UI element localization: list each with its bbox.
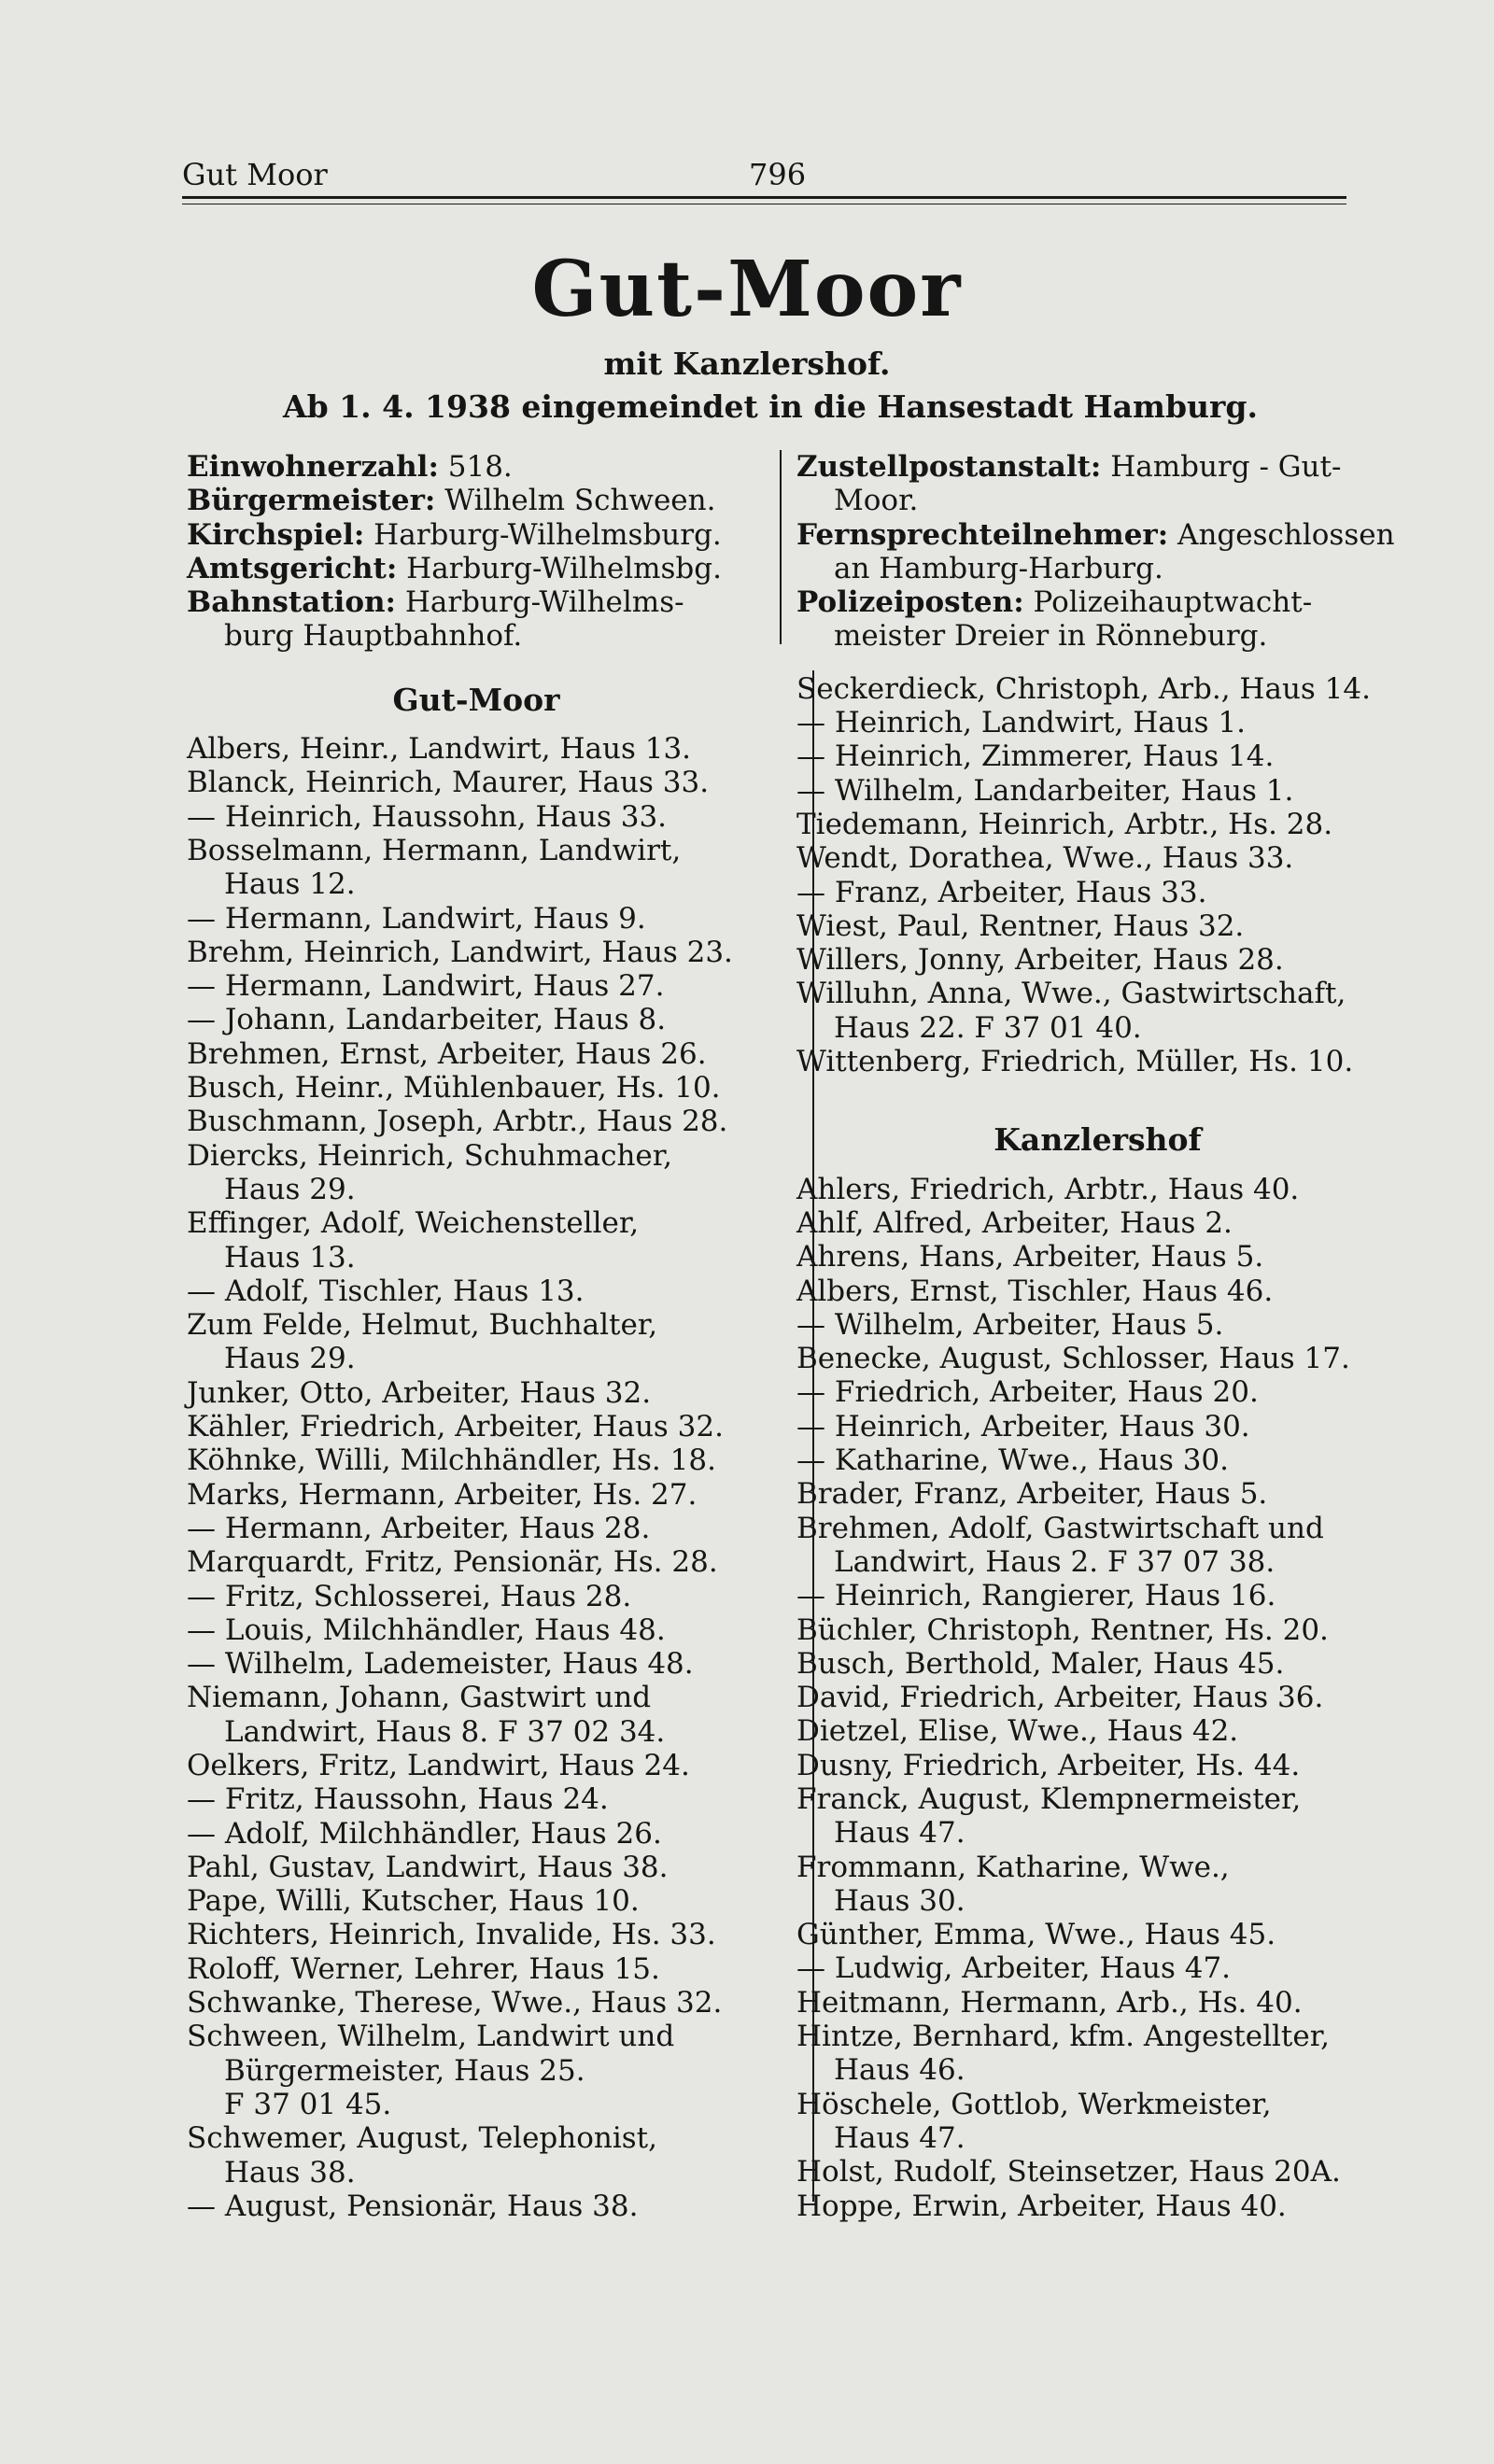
resident-list-gut-moor-b bbox=[796, 672, 1399, 1079]
list-item: Günther, Emma, Wwe., Haus 45. bbox=[796, 1918, 1276, 1952]
header-rule-thick bbox=[182, 196, 1346, 199]
list-item-continuation: Haus 12. bbox=[224, 867, 356, 902]
info-line bbox=[187, 552, 766, 585]
list-item: Hoppe, Erwin, Arbeiter, Haus 40. bbox=[796, 2189, 1287, 2223]
list-item: Frommann, Katharine, Wwe., bbox=[796, 1850, 1230, 1884]
left-column bbox=[187, 450, 766, 2223]
resident-list-kanzlershof bbox=[796, 1173, 1399, 2223]
info-value: Moor. bbox=[834, 484, 919, 518]
info-value: Harburg-Wilhelms- bbox=[395, 585, 684, 620]
list-item: Bosselmann, Hermann, Landwirt, bbox=[187, 833, 682, 867]
list-item-continuation: Haus 47. bbox=[834, 1816, 965, 1851]
list-item: — Wilhelm, Lademeister, Haus 48. bbox=[187, 1647, 694, 1682]
subtitle-incorporation: Ab 1. 4. 1938 eingemeindet in die Hansestadt Hamburg. bbox=[283, 388, 1258, 425]
list-item-continuation: Haus 29. bbox=[224, 1342, 356, 1376]
list-item: Wendt, Dorathea, Wwe., Haus 33. bbox=[796, 841, 1294, 876]
info-line bbox=[796, 518, 1399, 552]
list-item: — Friedrich, Arbeiter, Haus 20. bbox=[796, 1375, 1259, 1410]
list-item: Busch, Heinr., Mühlenbauer, Hs. 10. bbox=[187, 1071, 721, 1105]
list-item-continuation: Haus 13. bbox=[224, 1240, 356, 1274]
list-item-continuation: Haus 47. bbox=[834, 2120, 965, 2155]
list-item: Willuhn, Anna, Wwe., Gastwirtschaft, bbox=[796, 977, 1346, 1011]
list-item: Schwanke, Therese, Wwe., Haus 32. bbox=[187, 1986, 723, 2020]
info-value: burg Hauptbahnhof. bbox=[224, 619, 523, 654]
list-item: Höschele, Gottlob, Werkmeister, bbox=[796, 2087, 1272, 2121]
resident-list-gut-moor-a bbox=[187, 732, 766, 2223]
list-item-continuation: Haus 29. bbox=[224, 1172, 356, 1206]
list-item: Brehm, Heinrich, Landwirt, Haus 23. bbox=[187, 935, 733, 969]
list-item: Niemann, Johann, Gastwirt und bbox=[187, 1681, 652, 1715]
list-item: — Heinrich, Zimmerer, Haus 14. bbox=[796, 739, 1275, 774]
list-item: Marks, Hermann, Arbeiter, Hs. 27. bbox=[187, 1477, 698, 1512]
list-item: Franck, August, Klempnermeister, bbox=[796, 1781, 1302, 1816]
list-item: Wittenberg, Friedrich, Müller, Hs. 10. bbox=[796, 1045, 1354, 1079]
info-line bbox=[796, 450, 1399, 484]
list-item: Pape, Willi, Kutscher, Haus 10. bbox=[187, 1884, 640, 1919]
list-item: Willers, Jonny, Arbeiter, Haus 28. bbox=[796, 943, 1284, 978]
info-line bbox=[187, 585, 766, 619]
info-line bbox=[796, 484, 1399, 517]
info-block-right bbox=[796, 450, 1399, 654]
list-item: Brehmen, Ernst, Arbeiter, Haus 26. bbox=[187, 1036, 707, 1071]
running-header bbox=[182, 157, 1345, 194]
info-label: Amtsgericht: bbox=[187, 551, 398, 585]
info-label: Einwohnerzahl: bbox=[187, 450, 439, 484]
list-item-continuation: Haus 38. bbox=[224, 2155, 356, 2189]
list-item: Wiest, Paul, Rentner, Haus 32. bbox=[796, 908, 1245, 943]
list-item: — Adolf, Milchhändler, Haus 26. bbox=[187, 1816, 662, 1851]
list-item-continuation: F 37 01 45. bbox=[224, 2087, 392, 2121]
info-label: Bahnstation: bbox=[187, 585, 396, 620]
list-item: — Heinrich, Haussohn, Haus 33. bbox=[187, 799, 668, 834]
info-line bbox=[187, 518, 766, 552]
list-item-continuation: Bürgermeister, Haus 25. bbox=[224, 2053, 585, 2088]
running-title: Gut Moor bbox=[182, 157, 328, 192]
list-item: Benecke, August, Schlosser, Haus 17. bbox=[796, 1342, 1350, 1376]
list-item: Dusny, Friedrich, Arbeiter, Hs. 44. bbox=[796, 1748, 1301, 1782]
list-item: Marquardt, Fritz, Pensionär, Hs. 28. bbox=[187, 1545, 718, 1580]
column-divider-top bbox=[780, 450, 782, 644]
list-item-continuation: Haus 30. bbox=[834, 1883, 965, 1918]
info-line bbox=[796, 552, 1399, 585]
list-item: — Hermann, Landwirt, Haus 27. bbox=[187, 969, 665, 1004]
info-value: 518. bbox=[438, 450, 513, 484]
section-heading-gut-moor: Gut-Moor bbox=[392, 681, 560, 718]
list-item: Heitmann, Hermann, Arb., Hs. 40. bbox=[796, 1985, 1303, 2020]
list-item-continuation: Haus 22. F 37 01 40. bbox=[834, 1010, 1142, 1045]
list-item: — Adolf, Tischler, Haus 13. bbox=[187, 1274, 585, 1308]
list-item: Albers, Ernst, Tischler, Haus 46. bbox=[796, 1274, 1274, 1308]
list-item: — Heinrich, Arbeiter, Haus 30. bbox=[796, 1409, 1250, 1443]
list-item: Brehmen, Adolf, Gastwirtschaft und bbox=[796, 1511, 1324, 1545]
list-item-continuation: Landwirt, Haus 2. F 37 07 38. bbox=[834, 1544, 1276, 1579]
info-block-left bbox=[187, 450, 766, 654]
list-item: — Hermann, Landwirt, Haus 9. bbox=[187, 901, 646, 936]
list-item: — Heinrich, Landwirt, Haus 1. bbox=[796, 706, 1247, 740]
info-label: Zustellpostanstalt: bbox=[796, 450, 1102, 484]
list-item-continuation: Haus 46. bbox=[834, 2053, 965, 2088]
list-item: Buschmann, Joseph, Arbtr., Haus 28. bbox=[187, 1105, 728, 1139]
list-item: — Franz, Arbeiter, Haus 33. bbox=[796, 875, 1207, 909]
list-item: Tiedemann, Heinrich, Arbtr., Hs. 28. bbox=[796, 807, 1333, 841]
info-value: Harburg-Wilhelmsburg. bbox=[364, 517, 722, 552]
info-line bbox=[796, 585, 1399, 619]
list-item: Kähler, Friedrich, Arbeiter, Haus 32. bbox=[187, 1410, 724, 1444]
info-line bbox=[187, 450, 766, 484]
info-value: Hamburg - Gut- bbox=[1101, 450, 1342, 484]
list-item: Ahrens, Hans, Arbeiter, Haus 5. bbox=[796, 1240, 1264, 1274]
list-item: — Heinrich, Rangierer, Haus 16. bbox=[796, 1579, 1276, 1613]
list-item: Oelkers, Fritz, Landwirt, Haus 24. bbox=[187, 1748, 690, 1782]
info-value: an Hamburg-Harburg. bbox=[834, 551, 1163, 585]
list-item: Pahl, Gustav, Landwirt, Haus 38. bbox=[187, 1850, 669, 1884]
info-value: Polizeihauptwacht- bbox=[1023, 585, 1313, 620]
list-item: Ahlers, Friedrich, Arbtr., Haus 40. bbox=[796, 1172, 1300, 1206]
list-item: Richters, Heinrich, Invalide, Hs. 33. bbox=[187, 1918, 716, 1952]
list-item: — Hermann, Arbeiter, Haus 28. bbox=[187, 1511, 651, 1545]
list-item: — Fritz, Schlosserei, Haus 28. bbox=[187, 1579, 632, 1613]
info-value: Wilhelm Schween. bbox=[435, 484, 716, 518]
info-value: Angeschlossen bbox=[1168, 517, 1395, 552]
list-item: Blanck, Heinrich, Maurer, Haus 33. bbox=[187, 766, 710, 800]
info-label: Kirchspiel: bbox=[187, 517, 365, 552]
list-item: David, Friedrich, Arbeiter, Haus 36. bbox=[796, 1681, 1324, 1715]
info-label: Polizeiposten: bbox=[796, 585, 1024, 620]
list-item: — Wilhelm, Landarbeiter, Haus 1. bbox=[796, 773, 1294, 808]
list-item: Roloff, Werner, Lehrer, Haus 15. bbox=[187, 1951, 660, 1986]
list-item: — Wilhelm, Arbeiter, Haus 5. bbox=[796, 1307, 1224, 1342]
info-label: Fernsprechteilnehmer: bbox=[796, 517, 1169, 552]
list-item: Dietzel, Elise, Wwe., Haus 42. bbox=[796, 1714, 1239, 1749]
list-item: Zum Felde, Helmut, Buchhalter, bbox=[187, 1308, 658, 1343]
list-item: Busch, Berthold, Maler, Haus 45. bbox=[796, 1646, 1285, 1681]
right-column bbox=[796, 450, 1399, 2223]
list-item: Albers, Heinr., Landwirt, Haus 13. bbox=[187, 732, 692, 767]
list-item: Junker, Otto, Arbeiter, Haus 32. bbox=[187, 1375, 652, 1410]
list-item: Schween, Wilhelm, Landwirt und bbox=[187, 2020, 675, 2054]
list-item: Hintze, Bernhard, kfm. Angestellter, bbox=[796, 2020, 1331, 2054]
list-item-continuation: Landwirt, Haus 8. F 37 02 34. bbox=[224, 1714, 666, 1749]
page-title: Gut-Moor bbox=[531, 245, 963, 334]
subtitle-kanzlershof: mit Kanzlershof. bbox=[603, 345, 891, 382]
list-item: — August, Pensionär, Haus 38. bbox=[187, 2189, 639, 2223]
list-item: Ahlf, Alfred, Arbeiter, Haus 2. bbox=[796, 1205, 1233, 1240]
info-value: meister Dreier in Rönneburg. bbox=[834, 619, 1268, 654]
info-line bbox=[187, 619, 766, 653]
list-item: Diercks, Heinrich, Schuhmacher, bbox=[187, 1138, 673, 1173]
list-item: — Ludwig, Arbeiter, Haus 47. bbox=[796, 1951, 1232, 1986]
list-item: Büchler, Christoph, Rentner, Hs. 20. bbox=[796, 1612, 1329, 1647]
list-item: — Louis, Milchhändler, Haus 48. bbox=[187, 1612, 666, 1647]
list-item: Effinger, Adolf, Weichensteller, bbox=[187, 1206, 640, 1241]
section-heading-kanzlershof: Kanzlershof bbox=[994, 1121, 1202, 1159]
list-item: Holst, Rudolf, Steinsetzer, Haus 20A. bbox=[796, 2155, 1341, 2189]
list-item: Seckerdieck, Christoph, Arb., Haus 14. bbox=[796, 671, 1371, 706]
list-item: Schwemer, August, Telephonist, bbox=[187, 2121, 657, 2156]
list-item: — Johann, Landarbeiter, Haus 8. bbox=[187, 1003, 667, 1037]
info-line bbox=[796, 619, 1399, 653]
list-item: — Fritz, Haussohn, Haus 24. bbox=[187, 1782, 609, 1817]
page-number: 796 bbox=[749, 157, 807, 192]
list-item: Köhnke, Willi, Milchhändler, Hs. 18. bbox=[187, 1443, 716, 1478]
list-item: — Katharine, Wwe., Haus 30. bbox=[796, 1443, 1230, 1478]
info-line bbox=[187, 484, 766, 517]
list-item: Brader, Franz, Arbeiter, Haus 5. bbox=[796, 1477, 1268, 1512]
info-label: Bürgermeister: bbox=[187, 484, 436, 518]
info-value: Harburg-Wilhelmsbg. bbox=[397, 551, 722, 585]
